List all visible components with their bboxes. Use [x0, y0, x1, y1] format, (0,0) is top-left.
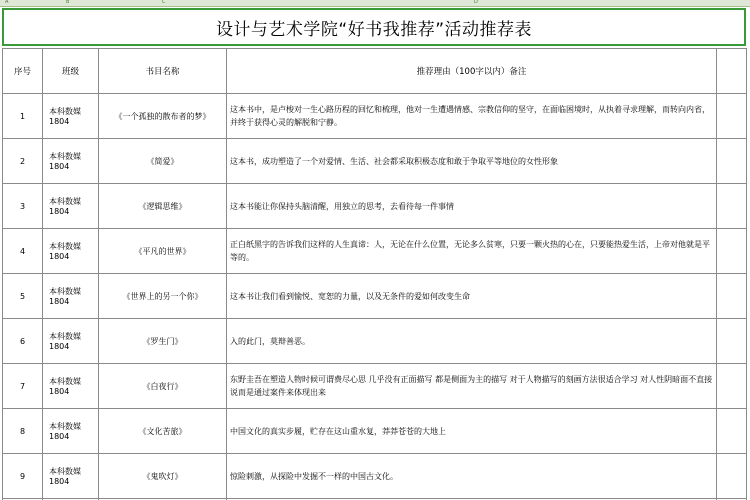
row-number-cell[interactable]: 8: [3, 409, 43, 454]
table-row: [3, 274, 747, 319]
table-row: [3, 364, 747, 409]
book-title-cell[interactable]: 《世界上的另一个你》: [99, 274, 227, 319]
reason-cell[interactable]: 东野圭吾在塑造人物时候可谓费尽心思 几乎没有正面描写 都是侧面为主的描写 对于人物描写的刻画方法很适合学习 对人性阴暗面不直接说而是通过案件来体现出来: [227, 364, 717, 409]
row-number-cell[interactable]: 7: [3, 364, 43, 409]
table-row: [3, 454, 747, 499]
column-letter-b[interactable]: B: [66, 0, 70, 5]
extra-cell[interactable]: [717, 409, 747, 454]
header-extra[interactable]: [717, 49, 747, 94]
book-title-cell[interactable]: 《逻辑思维》: [99, 184, 227, 229]
table-row: [3, 139, 747, 184]
header-book[interactable]: 书目名称: [99, 49, 227, 94]
table-row: [3, 409, 747, 454]
reason-cell[interactable]: 这本书中，是卢梭对一生心路历程的回忆和梳理，他对一生遭遇情感、宗教信仰的坚守，在面临困境时，从执着寻求理解，而转向内省，并终于获得心灵的解脱和宁静。: [227, 94, 717, 139]
class-cell[interactable]: 本科数媒1804: [43, 184, 99, 229]
row-number-cell[interactable]: 2: [3, 139, 43, 184]
row-number-cell[interactable]: 5: [3, 274, 43, 319]
header-row: [3, 49, 747, 94]
column-header-strip: [0, 0, 750, 7]
class-cell[interactable]: 本科数媒1804: [43, 319, 99, 364]
sheet-title: 设计与艺术学院“好书我推荐”活动推荐表: [215, 19, 533, 40]
table-row: [3, 229, 747, 274]
book-title-cell[interactable]: 《罗生门》: [99, 319, 227, 364]
book-title-cell[interactable]: 《平凡的世界》: [99, 229, 227, 274]
class-cell[interactable]: 本科数媒1804: [43, 94, 99, 139]
reason-cell[interactable]: 中国文化的真实步履，贮存在这山重水复，莽莽苍苍的大地上: [227, 409, 717, 454]
table-row: [3, 94, 747, 139]
class-cell[interactable]: 本科数媒1804: [43, 409, 99, 454]
header-reason[interactable]: 推荐理由（100字以内）备注: [227, 49, 717, 94]
reason-cell[interactable]: 入的此门，莫辩善恶。: [227, 319, 717, 364]
reason-cell[interactable]: 这本书让我们看到愉悦、宽恕的力量，以及无条件的爱如何改变生命: [227, 274, 717, 319]
class-cell[interactable]: 本科数媒1804: [43, 139, 99, 184]
column-letter-d[interactable]: D: [474, 0, 478, 5]
book-title-cell[interactable]: 《白夜行》: [99, 364, 227, 409]
extra-cell[interactable]: [717, 319, 747, 364]
book-title-cell[interactable]: 《文化苦旅》: [99, 409, 227, 454]
reason-cell[interactable]: 惊险刺激，从探险中发掘不一样的中国古文化。: [227, 454, 717, 499]
column-letter-c[interactable]: C: [162, 0, 166, 5]
row-number-cell[interactable]: 4: [3, 229, 43, 274]
row-number-cell[interactable]: 1: [3, 94, 43, 139]
header-class[interactable]: 班级: [43, 49, 99, 94]
book-title-cell[interactable]: 《一个孤独的散布者的梦》: [99, 94, 227, 139]
class-cell[interactable]: 本科数媒1804: [43, 274, 99, 319]
extra-cell[interactable]: [717, 94, 747, 139]
table-row: [3, 184, 747, 229]
reason-cell[interactable]: 这本书能让你保持头脑清醒，用独立的思考，去看待每一件事情: [227, 184, 717, 229]
table-row: [3, 319, 747, 364]
book-title-cell[interactable]: 《简爱》: [99, 139, 227, 184]
column-letter-a[interactable]: A: [5, 0, 9, 5]
recommendation-table: [2, 48, 747, 500]
reason-cell[interactable]: 这本书，成功塑造了一个对爱情、生活、社会都采取积极态度和敢于争取平等地位的女性形象: [227, 139, 717, 184]
extra-cell[interactable]: [717, 364, 747, 409]
header-num[interactable]: 序号: [3, 49, 43, 94]
extra-cell[interactable]: [717, 139, 747, 184]
row-number-cell[interactable]: 6: [3, 319, 43, 364]
row-number-cell[interactable]: 9: [3, 454, 43, 499]
extra-cell[interactable]: [717, 229, 747, 274]
class-cell[interactable]: 本科数媒1804: [43, 364, 99, 409]
reason-cell[interactable]: 正白纸黑字的告诉我们这样的人生真谛：人，无论在什么位置，无论多么贫寒，只要一颗火热的心在，只要能热爱生活，上帝对他就是平等的。: [227, 229, 717, 274]
row-number-cell[interactable]: 3: [3, 184, 43, 229]
class-cell[interactable]: 本科数媒1804: [43, 229, 99, 274]
book-title-cell[interactable]: 《鬼吹灯》: [99, 454, 227, 499]
extra-cell[interactable]: [717, 454, 747, 499]
title-cell[interactable]: [2, 8, 746, 46]
extra-cell[interactable]: [717, 184, 747, 229]
class-cell[interactable]: 本科数媒1804: [43, 454, 99, 499]
extra-cell[interactable]: [717, 274, 747, 319]
